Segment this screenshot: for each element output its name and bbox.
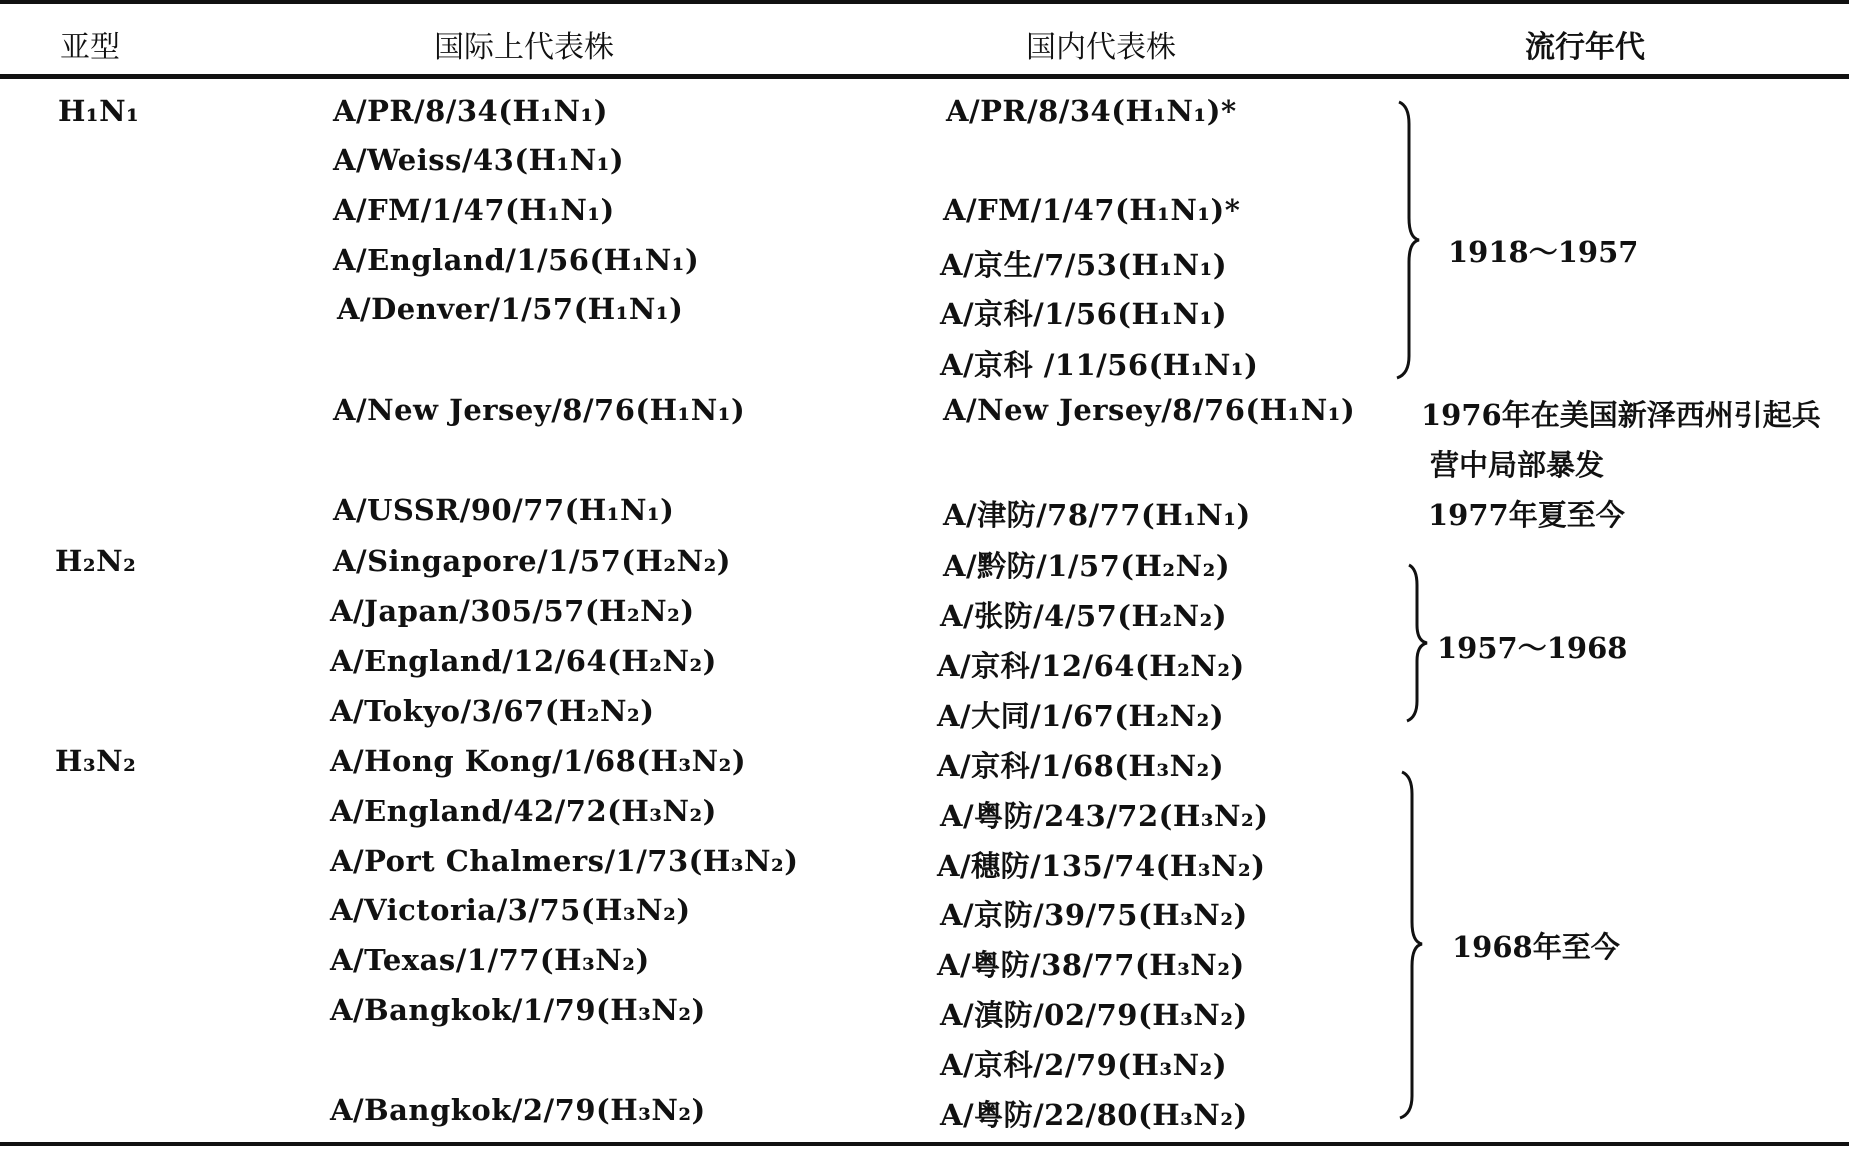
era-1968-present: 1968年至今 [1452, 930, 1620, 964]
intl-strain: A/Singapore/1/57(H₂N₂) [333, 544, 732, 578]
brace-h1n1-group [1393, 100, 1423, 380]
domestic-strain: A/滇防/02/79(H₃N₂) [940, 998, 1248, 1032]
table-bottom-rule [0, 1142, 1849, 1146]
domestic-strain: A/京科 /11/56(H₁N₁) [940, 348, 1259, 382]
intl-strain: A/PR/8/34(H₁N₁) [333, 94, 608, 128]
domestic-strain: A/PR/8/34(H₁N₁)* [946, 94, 1237, 128]
intl-strain: A/England/1/56(H₁N₁) [333, 243, 700, 277]
intl-strain: A/Denver/1/57(H₁N₁) [337, 292, 684, 326]
header-subtype: 亚型 [60, 30, 120, 65]
domestic-strain: A/京科/1/56(H₁N₁) [940, 297, 1228, 331]
brace-h3n2-group [1396, 770, 1426, 1120]
intl-strain: A/Victoria/3/75(H₃N₂) [330, 893, 691, 927]
era-1918-1957: 1918～1957 [1448, 235, 1639, 269]
era-1976-note-line1: 1976年在美国新泽西州引起兵 [1421, 398, 1821, 432]
domestic-strain: A/粤防/22/80(H₃N₂) [940, 1098, 1248, 1132]
intl-strain: A/Bangkok/1/79(H₃N₂) [330, 993, 706, 1027]
intl-strain: A/Bangkok/2/79(H₃N₂) [330, 1093, 706, 1127]
subtype-h2n2: H₂N₂ [55, 544, 137, 578]
domestic-strain: A/穗防/135/74(H₃N₂) [937, 849, 1266, 883]
domestic-strain: A/京科/1/68(H₃N₂) [937, 749, 1225, 783]
domestic-strain: A/粤防/243/72(H₃N₂) [940, 799, 1269, 833]
domestic-strain: A/津防/78/77(H₁N₁) [943, 498, 1251, 532]
header-rule [0, 74, 1849, 79]
subtype-h1n1: H₁N₁ [58, 94, 140, 128]
era-1957-1968: 1957～1968 [1437, 631, 1628, 665]
header-domestic-strains: 国内代表株 [1026, 30, 1176, 65]
intl-strain: A/Tokyo/3/67(H₂N₂) [330, 694, 655, 728]
intl-strain: A/England/12/64(H₂N₂) [330, 644, 717, 678]
domestic-strain: A/京生/7/53(H₁N₁) [940, 248, 1228, 282]
domestic-strain: A/京科/12/64(H₂N₂) [937, 649, 1245, 683]
intl-strain: A/Weiss/43(H₁N₁) [333, 143, 625, 177]
intl-strain: A/USSR/90/77(H₁N₁) [333, 493, 675, 527]
domestic-strain: A/黔防/1/57(H₂N₂) [943, 549, 1231, 583]
table-top-rule [0, 0, 1849, 4]
intl-strain: A/England/42/72(H₃N₂) [330, 794, 717, 828]
header-epidemic-era: 流行年代 [1525, 30, 1645, 65]
subtype-h3n2: H₃N₂ [55, 744, 137, 778]
header-intl-strains: 国际上代表株 [434, 30, 614, 65]
brace-h2n2-group [1403, 563, 1433, 723]
intl-strain: A/Japan/305/57(H₂N₂) [330, 594, 695, 628]
intl-strain: A/Texas/1/77(H₃N₂) [330, 943, 650, 977]
intl-strain: A/New Jersey/8/76(H₁N₁) [333, 393, 746, 427]
domestic-strain: A/大同/1/67(H₂N₂) [937, 699, 1225, 733]
intl-strain: A/FM/1/47(H₁N₁) [333, 193, 615, 227]
era-1976-note-line2: 营中局部暴发 [1430, 448, 1605, 482]
domestic-strain: A/张防/4/57(H₂N₂) [940, 599, 1228, 633]
domestic-strain: A/京科/2/79(H₃N₂) [940, 1048, 1228, 1082]
domestic-strain: A/New Jersey/8/76(H₁N₁) [943, 393, 1356, 427]
intl-strain: A/Hong Kong/1/68(H₃N₂) [330, 744, 747, 778]
domestic-strain: A/FM/1/47(H₁N₁)* [943, 193, 1241, 227]
domestic-strain: A/京防/39/75(H₃N₂) [940, 898, 1248, 932]
domestic-strain: A/粤防/38/77(H₃N₂) [937, 948, 1245, 982]
era-1977-note: 1977年夏至今 [1428, 498, 1625, 532]
intl-strain: A/Port Chalmers/1/73(H₃N₂) [330, 844, 799, 878]
